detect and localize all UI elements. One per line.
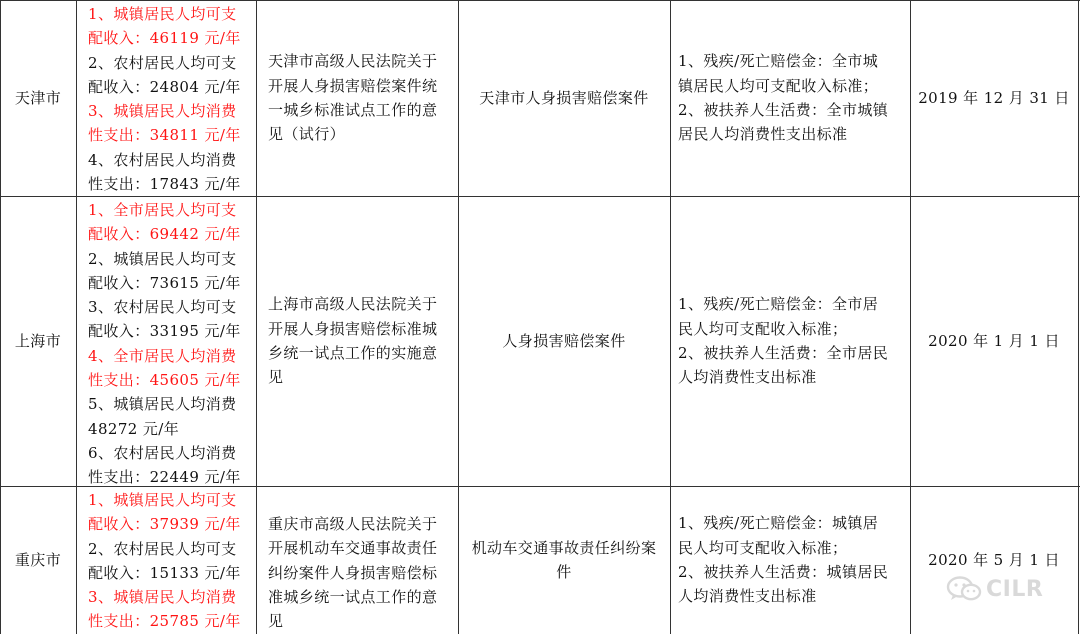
effective-date: 2020 年 5 月 1 日 <box>928 550 1060 569</box>
effective-date: 2020 年 1 月 1 日 <box>928 331 1060 350</box>
data-line: 2、农村居民人均可支 <box>88 539 237 558</box>
case-type-line: 天津市人身损害赔偿案件 <box>479 88 649 107</box>
table-row-city <box>0 486 76 634</box>
city-name: 天津市 <box>14 88 62 107</box>
document-line: 天津市高级人民法院关于 <box>268 52 438 71</box>
column-divider <box>256 0 257 634</box>
data-line: 1、城镇居民人均可支 <box>88 491 237 509</box>
data-line: 性支出：45605 元/年 <box>88 371 241 390</box>
standard-line: 1、残疾/死亡赔偿金：全市城 <box>678 52 879 71</box>
city-name: 重庆市 <box>14 550 62 569</box>
column-divider <box>1078 0 1079 634</box>
data-cell <box>88 488 254 634</box>
effective-date-cell <box>910 486 1078 634</box>
data-cell <box>88 2 254 196</box>
column-divider <box>670 0 671 634</box>
data-line: 4、农村居民人均消费 <box>88 150 237 169</box>
document-line: 一城乡标准试点工作的意 <box>268 101 438 119</box>
document-cell <box>268 196 456 486</box>
watermark-text: CILR <box>986 576 1044 602</box>
document-line: 乡统一试点工作的实施意 <box>268 344 438 362</box>
data-line: 5、城镇居民人均消费 <box>88 395 237 414</box>
data-line: 1、全市居民人均可支 <box>88 201 237 219</box>
effective-date: 2019 年 12 月 31 日 <box>918 88 1070 107</box>
city-name: 上海市 <box>14 331 62 350</box>
data-line: 2、城镇居民人均可支 <box>88 249 237 268</box>
data-line: 4、全市居民人均消费 <box>88 346 237 365</box>
standard-line: 镇居民人均可支配收入标准； <box>678 76 879 95</box>
data-line: 配收入：46119 元/年 <box>88 29 241 48</box>
data-line: 配收入：15133 元/年 <box>88 563 241 582</box>
document-line: 开展机动车交通事故责任 <box>268 539 438 558</box>
data-line: 2、农村居民人均可支 <box>88 53 237 72</box>
data-line: 配收入：37939 元/年 <box>88 515 241 534</box>
watermark <box>946 572 1056 606</box>
standard-cell <box>678 196 908 486</box>
data-line: 性支出：25785 元/年 <box>88 612 241 631</box>
case-type-cell <box>458 0 670 196</box>
case-type-line: 人身损害赔偿案件 <box>502 331 626 350</box>
standard-line: 1、残疾/死亡赔偿金：全市居 <box>678 295 879 314</box>
data-line: 配收入：73615 元/年 <box>88 273 241 292</box>
data-line: 48272 元/年 <box>88 419 180 438</box>
document-line: 见（试行） <box>268 125 346 144</box>
document-line: 见 <box>268 612 284 631</box>
standard-line: 民人均可支配收入标准； <box>678 319 848 338</box>
data-line: 性支出：17843 元/年 <box>88 175 241 194</box>
standard-line: 人均消费性支出标准 <box>678 587 817 606</box>
standard-cell <box>678 0 908 196</box>
document-line: 开展人身损害赔偿案件统 <box>268 76 438 95</box>
data-line: 性支出：22449 元/年 <box>88 468 241 487</box>
document-cell <box>268 512 456 634</box>
data-line: 6、农村居民人均消费 <box>88 443 237 462</box>
effective-date-cell <box>910 196 1078 486</box>
table-row-city <box>0 0 76 196</box>
standard-cell <box>678 486 908 634</box>
case-type-line: 机动车交通事故责任纠纷案 <box>471 538 657 557</box>
standard-line: 2、被扶养人生活费：全市城镇 <box>678 101 889 119</box>
standard-line: 2、被扶养人生活费：全市居民 <box>678 344 889 362</box>
effective-date-cell <box>910 0 1078 196</box>
case-type-cell <box>458 486 670 634</box>
data-line: 配收入：69442 元/年 <box>88 225 241 244</box>
data-cell <box>88 198 254 486</box>
document-line: 纠纷案件人身损害赔偿标 <box>268 563 438 582</box>
document-line: 重庆市高级人民法院关于 <box>268 515 438 533</box>
standard-line: 居民人均消费性支出标准 <box>678 125 848 144</box>
data-line: 1、城镇居民人均可支 <box>88 5 237 23</box>
document-line: 开展人身损害赔偿标准城 <box>268 319 438 338</box>
table-row-city <box>0 196 76 486</box>
standard-line: 1、残疾/死亡赔偿金：城镇居 <box>678 514 879 533</box>
data-line: 配收入：24804 元/年 <box>88 77 241 96</box>
case-type-cell <box>458 196 670 486</box>
data-line: 3、农村居民人均可支 <box>88 298 237 317</box>
document-line: 见 <box>268 368 284 387</box>
column-divider <box>76 0 77 634</box>
wechat-icon <box>946 575 982 603</box>
data-line: 3、城镇居民人均消费 <box>88 588 237 607</box>
document-line: 准城乡统一试点工作的意 <box>268 587 438 606</box>
data-line: 3、城镇居民人均消费 <box>88 102 237 121</box>
case-type-line: 件 <box>556 563 572 581</box>
standard-line: 民人均可支配收入标准； <box>678 538 848 557</box>
standard-line: 2、被扶养人生活费：城镇居民 <box>678 563 889 581</box>
standard-line: 人均消费性支出标准 <box>678 368 817 387</box>
document-cell <box>268 0 456 196</box>
data-line: 性支出：34811 元/年 <box>88 126 241 145</box>
document-line: 上海市高级人民法院关于 <box>268 295 438 314</box>
data-line: 配收入：33195 元/年 <box>88 322 241 341</box>
